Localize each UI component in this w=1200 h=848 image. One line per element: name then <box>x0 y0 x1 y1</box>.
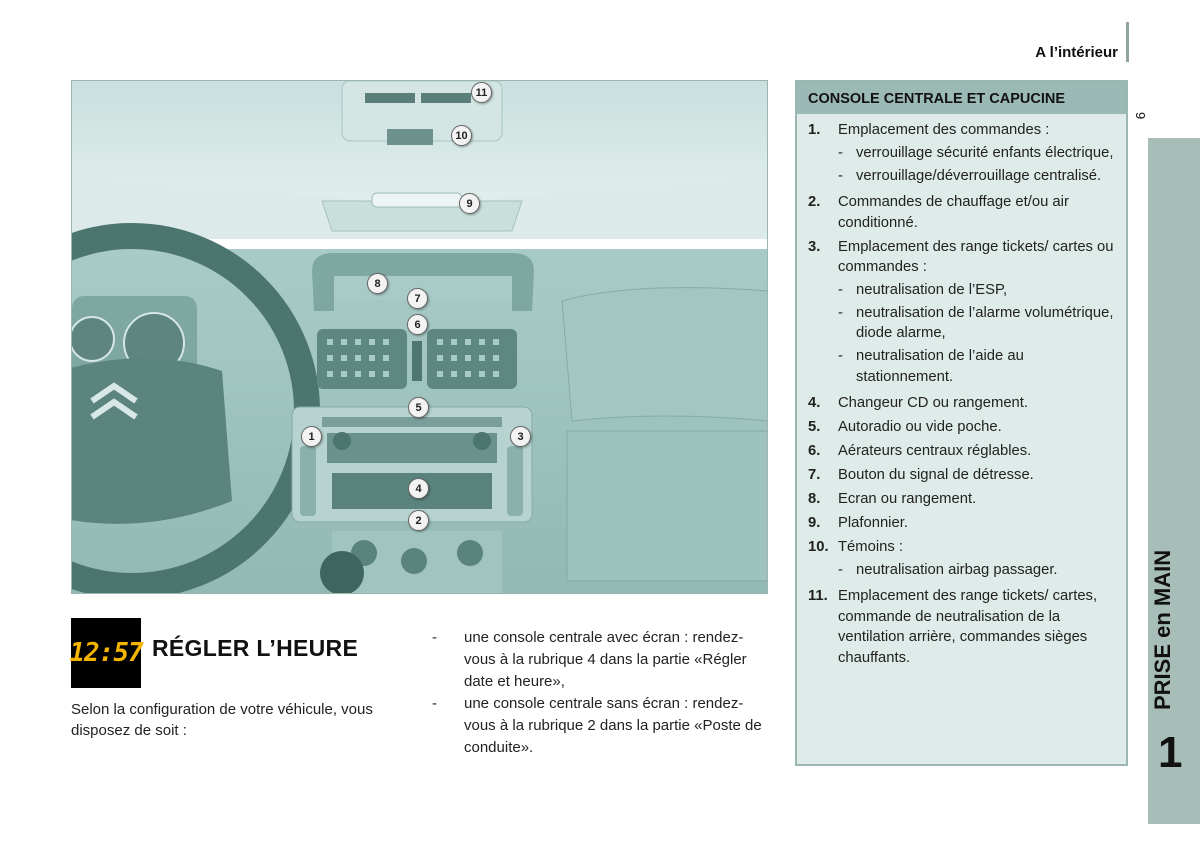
subitem-dash: - <box>838 561 843 578</box>
legend-subitem <box>838 303 1116 344</box>
legend-item-number: 6. <box>808 443 821 459</box>
subitem-dash: - <box>838 304 843 321</box>
subitem-dash: - <box>838 144 843 161</box>
legend-item-body <box>838 489 1116 510</box>
legend-item-body <box>838 120 1116 189</box>
chapter-tab <box>1148 138 1200 824</box>
legend-item-number: 7. <box>808 467 821 483</box>
section-header-title: A l’intérieur <box>1035 44 1118 61</box>
legend-item-number: 2. <box>808 194 821 210</box>
header-divider <box>1126 22 1129 62</box>
legend-item-text: Emplacement des range tickets/ cartes ou commandes : <box>838 238 1114 275</box>
legend-item-text: Emplacement des range tickets/ cartes, commande de neutralisation de la ventilation arrière, commandes sièges chauffants. <box>838 588 1098 666</box>
legend-item-body <box>838 393 1116 414</box>
legend-subitem <box>838 143 1116 164</box>
legend-item-number: 11. <box>808 588 828 604</box>
legend-subitem-text: neutralisation de l’alarme volumétrique, diode alarme, <box>856 304 1114 341</box>
legend-item-body <box>838 586 1116 668</box>
legend-item <box>808 489 1116 510</box>
callout-2: 2 <box>408 510 429 531</box>
list-item <box>432 627 762 693</box>
legend-subitem <box>838 346 1116 387</box>
legend-item-body <box>838 441 1116 462</box>
legend-item <box>808 417 1116 438</box>
list-item <box>432 693 762 759</box>
chapter-label: PRISE en MAIN <box>1150 549 1175 710</box>
clock-icon-digits: 12:57 <box>69 638 143 668</box>
clock-icon <box>71 618 141 688</box>
page-number: 9 <box>1133 112 1148 120</box>
callout-4: 4 <box>408 478 429 499</box>
legend-subitem <box>838 560 1116 581</box>
legend-item-number: 10. <box>808 539 829 555</box>
legend-item-text: Aérateurs centraux réglables. <box>838 443 1032 459</box>
legend-item <box>808 393 1116 414</box>
bullet-dash: - <box>432 695 437 712</box>
callout-1: 1 <box>301 426 322 447</box>
legend-item-body <box>838 537 1116 583</box>
legend-item <box>808 537 1116 583</box>
legend-subitem-text: neutralisation airbag passager. <box>856 561 1058 578</box>
legend-item-body <box>838 237 1116 390</box>
console-legend-panel <box>795 80 1128 766</box>
legend-item-text: Ecran ou rangement. <box>838 491 977 507</box>
legend-item <box>808 441 1116 462</box>
legend-item-number: 9. <box>808 515 821 531</box>
callout-10: 10 <box>451 125 472 146</box>
subitem-dash: - <box>838 167 843 184</box>
legend-item-body <box>838 417 1116 438</box>
legend-item-text: Plafonnier. <box>838 515 908 531</box>
legend-item-number: 4. <box>808 395 821 411</box>
callout-7: 7 <box>407 288 428 309</box>
legend-list <box>797 114 1126 668</box>
legend-item-body <box>838 513 1116 534</box>
legend-item-text: Commandes de chauffage et/ou air conditionné. <box>838 194 1069 231</box>
legend-subitem <box>838 280 1116 301</box>
bullet-text: une console centrale avec écran : rendez-vous à la rubrique 4 dans la partie «Régler date et heure», <box>464 629 747 690</box>
subitem-dash: - <box>838 348 843 364</box>
instruction-list <box>432 627 762 759</box>
legend-subitem <box>838 166 1116 187</box>
subitem-dash: - <box>838 281 843 298</box>
legend-item-number: 5. <box>808 419 821 435</box>
section-title: RÉGLER L’HEURE <box>152 635 359 661</box>
legend-item-text: Bouton du signal de détresse. <box>838 467 1034 483</box>
callout-8: 8 <box>367 273 388 294</box>
legend-item-text: Témoins : <box>838 539 903 555</box>
legend-item <box>808 120 1116 189</box>
bullet-dash: - <box>432 629 437 646</box>
legend-item <box>808 465 1116 486</box>
legend-subitem-text: verrouillage/déverrouillage centralisé. <box>856 167 1102 184</box>
chapter-number: 1 <box>1158 728 1183 777</box>
legend-item <box>808 192 1116 233</box>
legend-item-number: 8. <box>808 491 821 507</box>
legend-item <box>808 513 1116 534</box>
legend-item-body <box>838 465 1116 486</box>
interior-photo <box>71 80 768 594</box>
legend-item-number: 3. <box>808 238 821 255</box>
intro-text: Selon la configuration de votre véhicule, vous disposez de soit : <box>71 701 373 739</box>
legend-item <box>808 237 1116 390</box>
legend-subitem-text: neutralisation de l’ESP, <box>856 281 1008 298</box>
panel-title: CONSOLE CENTRALE ET CAPUCINE <box>797 82 1126 114</box>
callout-11: 11 <box>471 82 492 103</box>
callout-9: 9 <box>459 193 480 214</box>
legend-item <box>808 586 1116 668</box>
legend-item-body <box>838 192 1116 233</box>
legend-item-text: Changeur CD ou rangement. <box>838 395 1029 411</box>
callout-3: 3 <box>510 426 531 447</box>
legend-subitem-text: neutralisation de l’aide au stationnement. <box>856 348 1024 385</box>
legend-item-number: 1. <box>808 122 821 138</box>
callout-6: 6 <box>407 314 428 335</box>
legend-item-text: Emplacement des commandes : <box>838 122 1050 138</box>
callout-5: 5 <box>408 397 429 418</box>
legend-subitem-text: verrouillage sécurité enfants électrique, <box>856 144 1114 161</box>
legend-item-text: Autoradio ou vide poche. <box>838 419 1002 435</box>
bullet-text: une console centrale sans écran : rendez-vous à la rubrique 2 dans la partie «Poste de conduite». <box>464 695 762 756</box>
